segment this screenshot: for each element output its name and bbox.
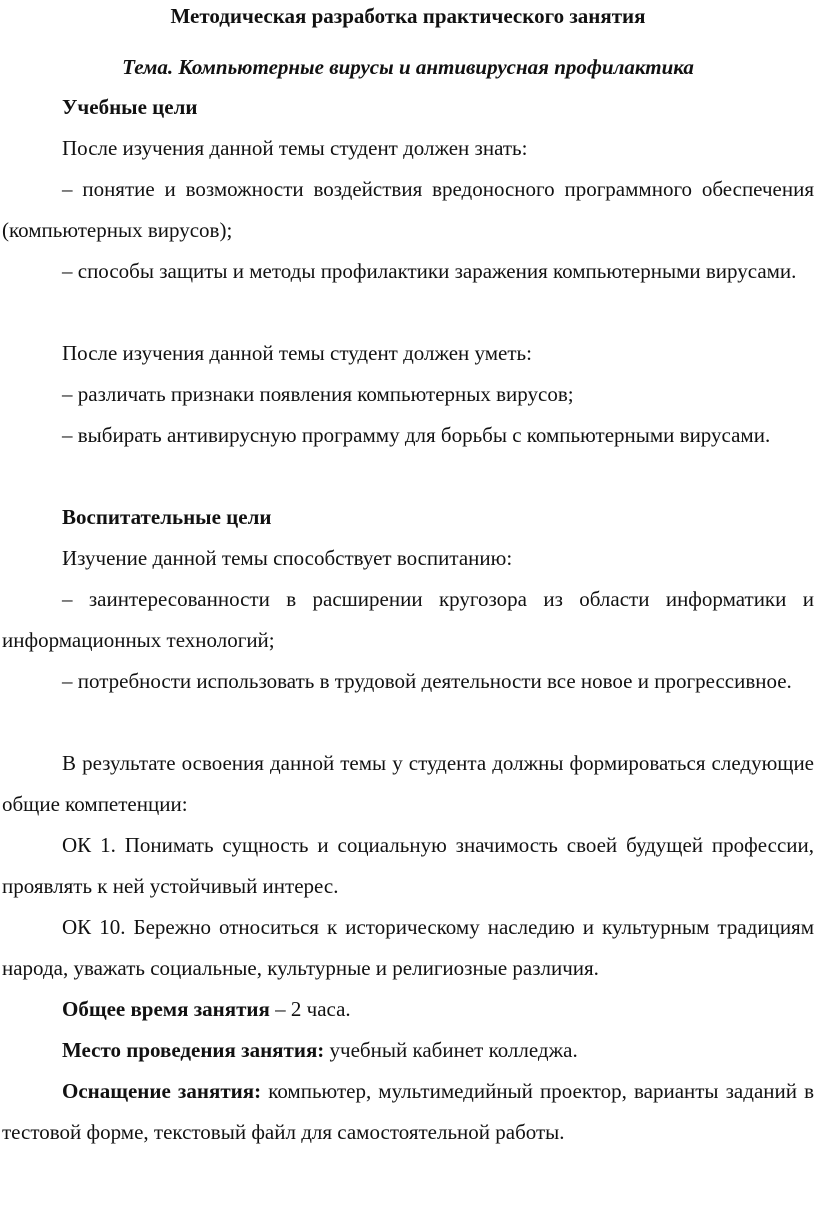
location-label: Место проведения занятия:	[62, 1038, 325, 1062]
equipment	[2, 1071, 814, 1153]
competency-ok10: ОК 10. Бережно относиться к историческому наследию и культурным традициям народа, уважать социальные, культурные и религиозные различия.	[2, 915, 814, 980]
document-title: Методическая разработка практического занятия	[170, 4, 646, 28]
total-time	[2, 989, 814, 1030]
able-intro: После изучения данной темы студент должен уметь:	[62, 341, 532, 365]
know-intro: После изучения данной темы студент должен знать:	[62, 136, 528, 160]
location-value: учебный кабинет колледжа.	[324, 1038, 578, 1062]
total-time-value: – 2 часа.	[269, 997, 351, 1021]
educational-goals-heading: Учебные цели	[62, 95, 198, 119]
know-item-1: – понятие и возможности воздействия вредоносного программного обеспечения (компьютерных вирусов);	[2, 177, 814, 242]
upbringing-intro: Изучение данной темы способствует воспитанию:	[62, 546, 513, 570]
upbringing-item-2: – потребности использовать в трудовой деятельности все новое и прогрессивное.	[62, 669, 792, 693]
able-item-1: – различать признаки появления компьютерных вирусов;	[62, 382, 574, 406]
competency-ok1: ОК 1. Понимать сущность и социальную значимость своей будущей профессии, проявлять к ней устойчивый интерес.	[2, 833, 814, 898]
upbringing-item-1: – заинтересованности в расширении кругозора из области информатики и информационных технологий;	[2, 587, 814, 652]
competencies-intro: В результате освоения данной темы у студента должны формироваться следующие общие компетенции:	[2, 751, 814, 816]
topic-heading: Тема. Компьютерные вирусы и антивирусная профилактика	[122, 55, 694, 79]
know-item-2: – способы защиты и методы профилактики заражения компьютерными вирусами.	[62, 259, 797, 283]
location	[2, 1030, 814, 1071]
equipment-value: компьютер, мультимедийный проектор, варианты заданий в тестовой форме, текстовый файл для самостоятельной работы.	[2, 1079, 814, 1144]
total-time-label: Общее время занятия	[62, 997, 270, 1021]
able-item-2: – выбирать антивирусную программу для борьбы с компьютерными вирусами.	[62, 423, 771, 447]
equipment-label: Оснащение занятия:	[62, 1079, 262, 1103]
upbringing-goals-heading: Воспитательные цели	[62, 505, 272, 529]
